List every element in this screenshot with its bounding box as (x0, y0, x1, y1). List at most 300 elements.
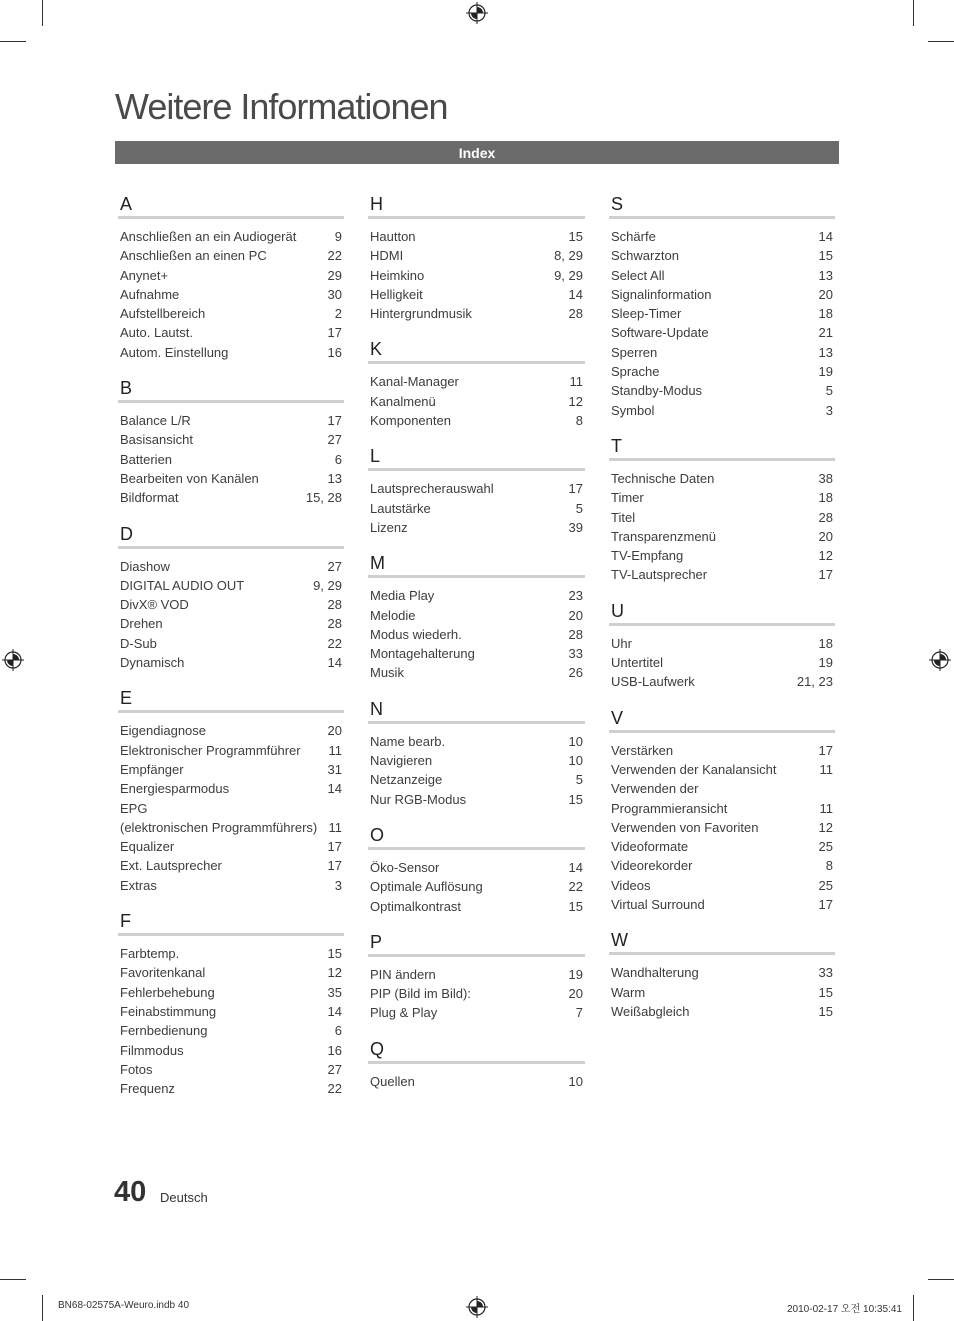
entry-page: 11 (569, 374, 583, 390)
entry-page: 17 (327, 839, 342, 855)
index-entry (609, 227, 835, 246)
entry-term: Drehen (120, 616, 163, 632)
entry-page: 23 (568, 588, 583, 604)
entry-term: Nur RGB-Modus (370, 791, 467, 807)
entry-page: 17 (818, 897, 833, 913)
index-column (609, 192, 835, 1035)
entry-page: 20 (568, 607, 583, 623)
page-language: Deutsch (160, 1190, 208, 1205)
entry-page: 10 (568, 753, 583, 769)
crop-mark (913, 1295, 914, 1321)
entry-page: 2 (334, 306, 342, 322)
entry-page: 19 (818, 655, 833, 671)
entry-term: Uhr (611, 635, 632, 651)
index-entry (368, 227, 585, 246)
entry-page: 38 (818, 470, 833, 486)
entry-page: 13 (818, 344, 833, 360)
entry-term: Verstärken (611, 742, 674, 758)
index-entry (118, 1041, 344, 1060)
entry-page: 14 (327, 1003, 342, 1019)
section-letter: S (609, 192, 835, 219)
entry-page: 10 (568, 1073, 583, 1089)
section-letter: D (118, 522, 344, 549)
entry-term: Anynet+ (120, 267, 169, 283)
index-entry (609, 876, 835, 895)
index-section-h (368, 192, 585, 323)
index-entry (118, 721, 344, 740)
entry-page: 6 (334, 1023, 342, 1039)
entry-page: 35 (327, 984, 342, 1000)
index-entry (368, 285, 585, 304)
entry-term: Lizenz (370, 519, 408, 535)
index-section-a (118, 192, 344, 362)
entry-term: Favoritenkanal (120, 965, 206, 981)
entry-term: D-Sub (120, 635, 157, 651)
index-entry (609, 285, 835, 304)
index-entry (118, 614, 344, 633)
print-slug-date: 2010-02-17 오전 10:35:41 (787, 1304, 902, 1315)
entry-term: Navigieren (370, 753, 433, 769)
entry-page: 15 (818, 248, 833, 264)
entry-term: DIGITAL AUDIO OUT (120, 577, 245, 593)
entry-term: Weißabgleich (611, 1003, 690, 1019)
index-entry (118, 323, 344, 342)
index-section-t (609, 434, 835, 585)
entry-term: Sleep-Timer (611, 306, 682, 322)
entry-term: Extras (120, 877, 157, 893)
entry-term: Quellen (370, 1073, 415, 1089)
index-section-k (368, 337, 585, 430)
entry-page: 13 (818, 267, 833, 283)
index-entry (609, 1002, 835, 1021)
entry-page: 16 (327, 1042, 342, 1058)
section-letter: U (609, 599, 835, 626)
entry-term: Fehlerbehebung (120, 984, 215, 1000)
entry-term: Fernbedienung (120, 1023, 208, 1039)
entry-page: 21, 23 (796, 674, 833, 690)
entry-term: Titel (611, 509, 636, 525)
page-title: Weitere Informationen (115, 86, 448, 127)
entry-term: Kanal-Manager (370, 374, 459, 390)
section-letter: O (368, 823, 585, 850)
entry-page: 19 (568, 966, 583, 982)
index-entry (368, 790, 585, 809)
entry-page: 20 (818, 528, 833, 544)
index-section-m (368, 551, 585, 682)
entry-term: Standby-Modus (611, 383, 703, 399)
entry-term: Videorekorder (611, 858, 693, 874)
index-section-u (609, 599, 835, 692)
index-entry (368, 644, 585, 663)
index-entry (609, 760, 835, 779)
index-column (368, 192, 585, 1105)
index-entry (609, 963, 835, 982)
index-entry (368, 751, 585, 770)
section-letter: K (368, 337, 585, 364)
index-entry (118, 595, 344, 614)
entry-term: Technische Daten (611, 470, 715, 486)
index-entry (609, 304, 835, 323)
index-entry (368, 965, 585, 984)
entry-term: Aufnahme (120, 286, 180, 302)
entry-term: DivX® VOD (120, 597, 189, 613)
index-entry (118, 634, 344, 653)
entry-page: 16 (327, 344, 342, 360)
section-letter: W (609, 928, 835, 955)
entry-page: 11 (328, 819, 342, 835)
entry-term: Select All (611, 267, 665, 283)
index-section-q (368, 1037, 585, 1091)
index-entry (609, 653, 835, 672)
index-entry (118, 450, 344, 469)
entry-term: Plug & Play (370, 1005, 438, 1021)
index-entry (118, 876, 344, 895)
section-letter: M (368, 551, 585, 578)
entry-page: 15 (568, 791, 583, 807)
entry-term: Hautton (370, 229, 416, 244)
entry-page: 29 (327, 267, 342, 283)
index-entry (368, 372, 585, 391)
crop-mark (913, 0, 914, 26)
entry-term: Videos (611, 877, 651, 893)
index-entry (609, 527, 835, 546)
entry-page: 17 (327, 413, 342, 429)
entry-term: Fotos (120, 1061, 153, 1077)
entry-term: Media Play (370, 588, 435, 604)
index-header-bar: Index (115, 141, 839, 164)
index-entry (609, 741, 835, 760)
entry-term: Frequenz (120, 1081, 175, 1097)
entry-term: Optimale Auflösung (370, 879, 483, 895)
entry-page: 39 (568, 519, 583, 535)
entry-term: Verwenden von Favoriten (611, 819, 759, 835)
entry-page: 12 (327, 965, 342, 981)
section-letter: N (368, 697, 585, 724)
entry-page: 13 (327, 470, 342, 486)
entry-term: Empfänger (120, 761, 184, 777)
section-letter: P (368, 930, 585, 957)
index-entry (368, 858, 585, 877)
entry-term: HDMI (370, 248, 404, 264)
entry-page: 33 (818, 965, 833, 981)
entry-term: Lautstärke (370, 500, 431, 516)
index-entry (368, 770, 585, 789)
entry-page: 15 (818, 1003, 833, 1019)
index-entry (118, 488, 344, 507)
entry-term: Warm (611, 984, 646, 1000)
index-column (118, 192, 344, 1112)
entry-page: 15 (568, 229, 583, 244)
index-section-p (368, 930, 585, 1023)
index-entry (609, 837, 835, 856)
entry-page: 22 (327, 248, 342, 264)
entry-term: Name bearb. (370, 733, 446, 749)
entry-term: Equalizer (120, 839, 175, 855)
entry-page: 15 (818, 984, 833, 1000)
index-entry (118, 246, 344, 265)
entry-page: 22 (327, 635, 342, 651)
index-entry (609, 983, 835, 1002)
index-entry (368, 586, 585, 605)
entry-term: Untertitel (611, 655, 664, 671)
entry-term: PIN ändern (370, 966, 436, 982)
index-entry (609, 779, 835, 818)
index-entry (609, 856, 835, 875)
entry-term: Sprache (611, 364, 660, 380)
index-section-l (368, 444, 585, 537)
entry-page: 17 (568, 481, 583, 497)
index-entry (118, 799, 344, 838)
index-entry (118, 856, 344, 875)
section-letter: V (609, 706, 835, 733)
index-entry (118, 1060, 344, 1079)
entry-term: Öko-Sensor (370, 859, 440, 875)
crop-mark (0, 41, 26, 42)
index-entry (609, 546, 835, 565)
entry-term: Farbtemp. (120, 946, 180, 962)
index-entry (118, 304, 344, 323)
entry-page: 10 (568, 733, 583, 749)
entry-page: 11 (328, 742, 342, 758)
index-entry (118, 469, 344, 488)
entry-term: Ext. Lautsprecher (120, 858, 222, 874)
entry-term: Montagehalterung (370, 646, 475, 662)
index-entry (368, 518, 585, 537)
section-letter: T (609, 434, 835, 461)
section-letter: A (118, 192, 344, 219)
index-section-d (118, 522, 344, 673)
print-slug-file: BN68-02575A-Weuro.indb 40 (58, 1300, 190, 1311)
entry-term: USB-Laufwerk (611, 674, 695, 690)
entry-page: 17 (818, 742, 833, 758)
entry-term: Filmmodus (120, 1042, 184, 1058)
entry-page: 31 (327, 761, 342, 777)
entry-page: 28 (568, 626, 583, 642)
index-entry (368, 411, 585, 430)
index-section-v (609, 706, 835, 915)
index-entry (368, 732, 585, 751)
entry-page: 15 (327, 946, 342, 962)
entry-page: 12 (818, 548, 833, 564)
entry-term: Bearbeiten von Kanälen (120, 470, 259, 486)
registration-mark-icon (929, 649, 951, 671)
entry-page: 25 (818, 839, 833, 855)
entry-term: Helligkeit (370, 286, 423, 302)
index-entry (118, 285, 344, 304)
registration-mark-icon (466, 2, 488, 24)
index-entry (118, 227, 344, 246)
index-entry (118, 653, 344, 672)
entry-term: Timer (611, 490, 644, 506)
index-entry (609, 381, 835, 400)
entry-page: 9, 29 (554, 267, 583, 283)
entry-term: Signalinformation (611, 286, 712, 302)
index-entry (118, 576, 344, 595)
entry-term: Optimalkontrast (370, 898, 462, 914)
index-entry (118, 837, 344, 856)
entry-page: 14 (818, 229, 833, 244)
index-entry (609, 469, 835, 488)
entry-page: 14 (327, 655, 342, 671)
index-entry (609, 246, 835, 265)
entry-page: 28 (327, 597, 342, 613)
index-entry (118, 343, 344, 362)
page-number: 40 (114, 1176, 147, 1208)
crop-mark (928, 1279, 954, 1280)
entry-term: Sperren (611, 344, 658, 360)
index-entry (609, 343, 835, 362)
section-letter: Q (368, 1037, 585, 1064)
entry-term: Energiesparmodus (120, 781, 230, 797)
index-entry (609, 488, 835, 507)
entry-term: Autom. Einstellung (120, 344, 229, 360)
index-entry (368, 625, 585, 644)
registration-mark-icon (466, 1296, 488, 1318)
index-entry (368, 877, 585, 896)
entry-page: 28 (327, 616, 342, 632)
entry-term: EPG (elektronischen Programmführers) (120, 800, 318, 835)
entry-page: 3 (825, 402, 833, 418)
entry-term: Transparenzmenü (611, 528, 717, 544)
entry-term: TV-Empfang (611, 548, 684, 564)
entry-term: Virtual Surround (611, 897, 705, 913)
index-entry (368, 897, 585, 916)
entry-term: Bildformat (120, 490, 179, 506)
entry-page: 26 (568, 665, 583, 681)
entry-page: 18 (818, 635, 833, 651)
entry-page: 18 (818, 306, 833, 322)
entry-page: 30 (327, 286, 342, 302)
index-entry (609, 266, 835, 285)
entry-page: 25 (818, 877, 833, 893)
section-letter: B (118, 376, 344, 403)
index-entry (368, 1003, 585, 1022)
entry-term: Batterien (120, 451, 173, 467)
entry-term: Diashow (120, 558, 170, 574)
entry-page: 20 (818, 286, 833, 302)
index-entry (609, 672, 835, 691)
entry-term: Basisansicht (120, 432, 193, 448)
entry-page: 11 (819, 800, 833, 816)
index-entry (368, 392, 585, 411)
entry-term: Kanalmenü (370, 393, 436, 409)
entry-page: 33 (568, 646, 583, 662)
index-section-o (368, 823, 585, 916)
entry-page: 15 (568, 898, 583, 914)
entry-page: 5 (575, 500, 583, 516)
entry-page: 14 (327, 781, 342, 797)
registration-mark-icon (2, 649, 24, 671)
entry-page: 14 (568, 859, 583, 875)
entry-term: Videoformate (611, 839, 689, 855)
entry-term: Schärfe (611, 229, 656, 244)
index-entry (368, 984, 585, 1003)
index-entry (118, 430, 344, 449)
entry-page: 9, 29 (313, 577, 342, 593)
entry-term: Aufstellbereich (120, 306, 206, 322)
entry-term: Eigendiagnose (120, 723, 207, 739)
index-entry (118, 944, 344, 963)
crop-mark (928, 41, 954, 42)
entry-page: 19 (818, 364, 833, 380)
entry-page: 12 (818, 819, 833, 835)
index-section-e (118, 686, 344, 895)
entry-page: 11 (819, 761, 833, 777)
index-section-f (118, 909, 344, 1098)
index-section-w (609, 928, 835, 1021)
entry-term: Musik (370, 665, 404, 681)
entry-page: 15, 28 (305, 490, 342, 506)
index-entry (609, 634, 835, 653)
index-entry (609, 565, 835, 584)
entry-page: 18 (818, 490, 833, 506)
index-entry (118, 1002, 344, 1021)
entry-term: Melodie (370, 607, 416, 623)
entry-term: Lautsprecherauswahl (370, 481, 494, 497)
index-entry (368, 266, 585, 285)
crop-mark (42, 0, 43, 26)
index-entry (118, 779, 344, 798)
entry-page: 3 (334, 877, 342, 893)
entry-page: 9 (334, 229, 342, 244)
entry-term: Wandhalterung (611, 965, 699, 981)
entry-term: Anschließen an ein Audiogerät (120, 229, 297, 244)
index-entry (609, 401, 835, 420)
entry-page: 8 (575, 413, 583, 429)
index-entry (118, 557, 344, 576)
entry-page: 27 (327, 432, 342, 448)
index-entry (118, 1021, 344, 1040)
entry-page: 5 (825, 383, 833, 399)
entry-term: Modus wiederh. (370, 626, 462, 642)
entry-page: 28 (568, 306, 583, 322)
index-entry (368, 1072, 585, 1091)
entry-page: 27 (327, 558, 342, 574)
index-entry (368, 304, 585, 323)
index-entry (368, 246, 585, 265)
index-entry (609, 895, 835, 914)
entry-term: TV-Lautsprecher (611, 567, 708, 583)
entry-page: 14 (568, 286, 583, 302)
index-entry (118, 1079, 344, 1098)
index-entry (609, 362, 835, 381)
crop-mark (0, 1279, 26, 1280)
entry-page: 5 (575, 772, 583, 788)
entry-term: Komponenten (370, 413, 451, 429)
index-entry (609, 818, 835, 837)
index-entry (368, 499, 585, 518)
entry-term: Verwenden der Kanalansicht (611, 761, 777, 777)
section-letter: H (368, 192, 585, 219)
entry-page: 17 (818, 567, 833, 583)
entry-page: 12 (568, 393, 583, 409)
entry-term: Anschließen an einen PC (120, 248, 267, 264)
entry-term: Verwenden der Programmieransicht (611, 781, 728, 816)
entry-page: 17 (327, 325, 342, 341)
index-entry (118, 963, 344, 982)
index-entry (118, 760, 344, 779)
entry-term: Elektronischer Programmführer (120, 742, 301, 758)
index-section-n (368, 697, 585, 809)
index-section-s (609, 192, 835, 420)
index-entry (118, 983, 344, 1002)
entry-term: Symbol (611, 402, 655, 418)
section-letter: L (368, 444, 585, 471)
entry-term: Feinabstimmung (120, 1003, 217, 1019)
entry-page: 28 (818, 509, 833, 525)
entry-page: 8 (825, 858, 833, 874)
entry-term: Schwarzton (611, 248, 679, 264)
